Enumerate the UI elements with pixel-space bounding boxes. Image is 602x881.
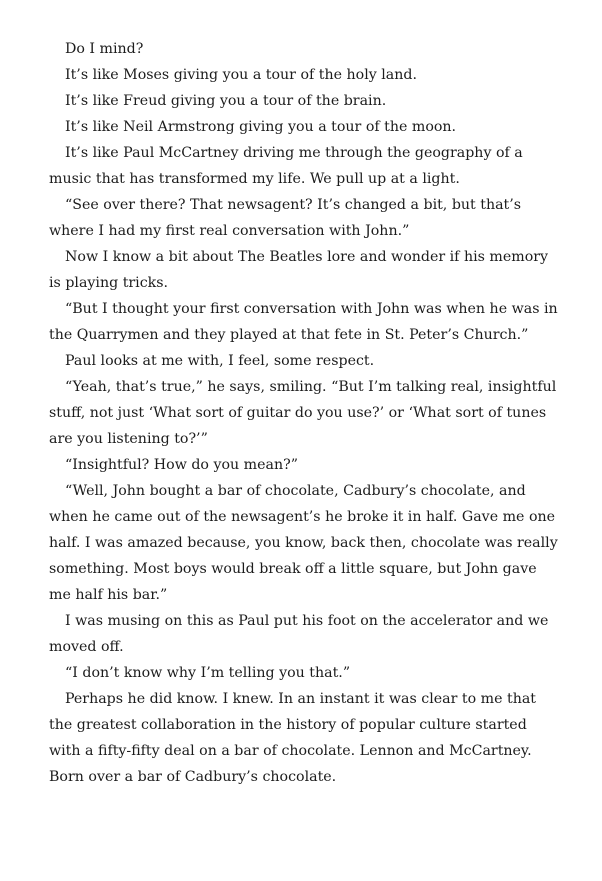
paragraph: “Insightful? How do you mean?” xyxy=(65,457,298,473)
paragraph: I was musing on this as Paul put his foot on the accelerator and we moved off. xyxy=(49,613,549,655)
paragraph: It’s like Freud giving you a tour of the brain. xyxy=(65,93,387,109)
paragraph: “Well, John bought a bar of chocolate, Cadbury’s chocolate, and when he came out of the newsagent’s he broke it in half. Gave me one half. I was amazed because, you know, back then, chocolate was really something. Most boys would break off a little square, but John gave me half his bar.” xyxy=(49,483,558,603)
paragraph: Paul looks at me with, I feel, some respect. xyxy=(65,353,375,369)
paragraph: Do I mind? xyxy=(65,41,144,57)
paragraph: “See over there? That newsagent? It’s changed a bit, but that’s where I had my first real conversation with John.” xyxy=(49,197,522,239)
paragraph: Now I know a bit about The Beatles lore and wonder if his memory is playing tricks. xyxy=(49,249,549,291)
paragraph: Perhaps he did know. I knew. In an instant it was clear to me that the greatest collaboration in the history of popular culture started with a fifty-fifty deal on a bar of chocolate. Lennon and McCartney. Born over a bar of Cadbury’s chocolate. xyxy=(49,691,536,785)
paragraph: It’s like Neil Armstrong giving you a tour of the moon. xyxy=(65,119,457,135)
body-text xyxy=(49,36,561,790)
paragraph: “I don’t know why I’m telling you that.” xyxy=(65,665,351,681)
paragraph: It’s like Paul McCartney driving me through the geography of a music that has transformed my life. We pull up at a light. xyxy=(49,145,523,187)
paragraph: It’s like Moses giving you a tour of the holy land. xyxy=(65,67,417,83)
paragraph: “Yeah, that’s true,” he says, smiling. “But I’m talking real, insightful stuff, not just ‘What sort of guitar do you use?’ or ‘What sort of tunes are you listening to?’” xyxy=(49,379,557,447)
paragraph: “But I thought your first conversation with John was when he was in the Quarrymen and they played at that fete in St. Peter’s Church.” xyxy=(49,301,558,343)
